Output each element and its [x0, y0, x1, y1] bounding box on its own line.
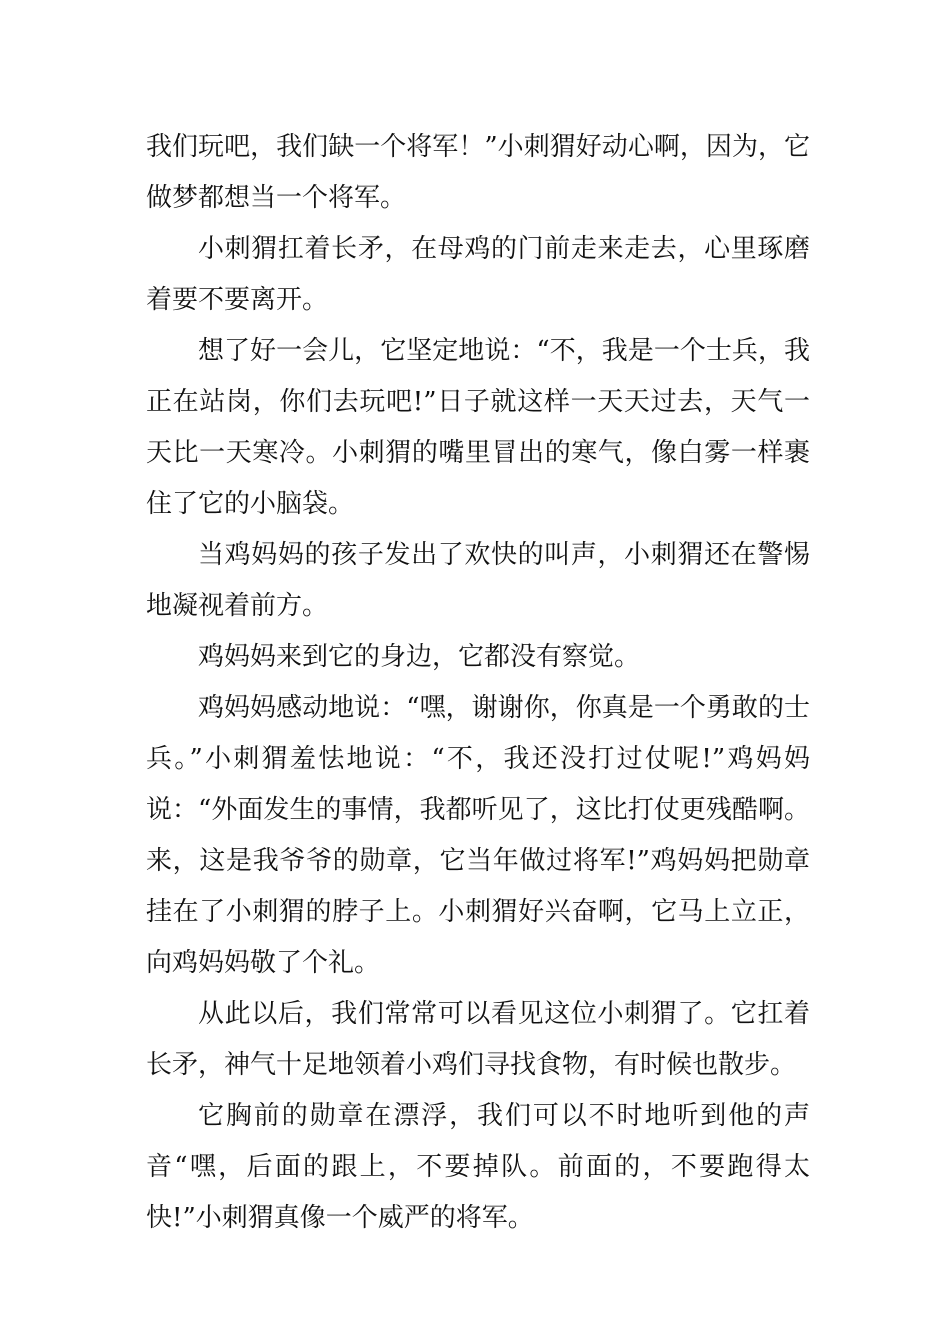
paragraph-4: 当鸡妈妈的孩子发出了欢快的叫声，小刺猬还在警惕地凝视着前方。: [146, 540, 810, 621]
paragraph-1: 我们玩吧，我们缺一个将军！”小刺猬好动心啊，因为，它做梦都想当一个将军。: [146, 132, 810, 213]
paragraph-2: 小刺猬扛着长矛，在母鸡的门前走来走去，心里琢磨着要不要离开。: [146, 234, 810, 315]
story-text: [146, 122, 810, 1244]
paragraph-5: 鸡妈妈来到它的身边，它都没有察觉。: [198, 642, 641, 672]
paragraph-3: 想了好一会儿，它坚定地说：“不，我是一个士兵，我正在站岗，你们去玩吧!”日子就这样一天天过去，天气一天比一天寒冷。小刺猬的嘴里冒出的寒气，像白雾一样裹住了它的小脑袋。: [146, 336, 810, 519]
paragraph-7: 从此以后，我们常常可以看见这位小刺猬了。它扛着长矛，神气十足地领着小鸡们寻找食物，有时候也散步。: [146, 999, 810, 1080]
paragraph-6: 鸡妈妈感动地说：“嘿，谢谢你，你真是一个勇敢的士兵。”小刺猬羞怯地说：“不，我还没打过仗呢!”鸡妈妈说：“外面发生的事情，我都听见了，这比打仗更残酷啊。来，这是我爷爷的勋章，它当年做过将军!”鸡妈妈把勋章挂在了小刺猬的脖子上。小刺猬好兴奋啊，它马上立正，向鸡妈妈敬了个礼。: [146, 693, 810, 978]
paragraph-8: 它胸前的勋章在漂浮，我们可以不时地听到他的声音“嘿，后面的跟上，不要掉队。前面的，不要跑得太快!”小刺猬真像一个威严的将军。: [146, 1101, 810, 1233]
